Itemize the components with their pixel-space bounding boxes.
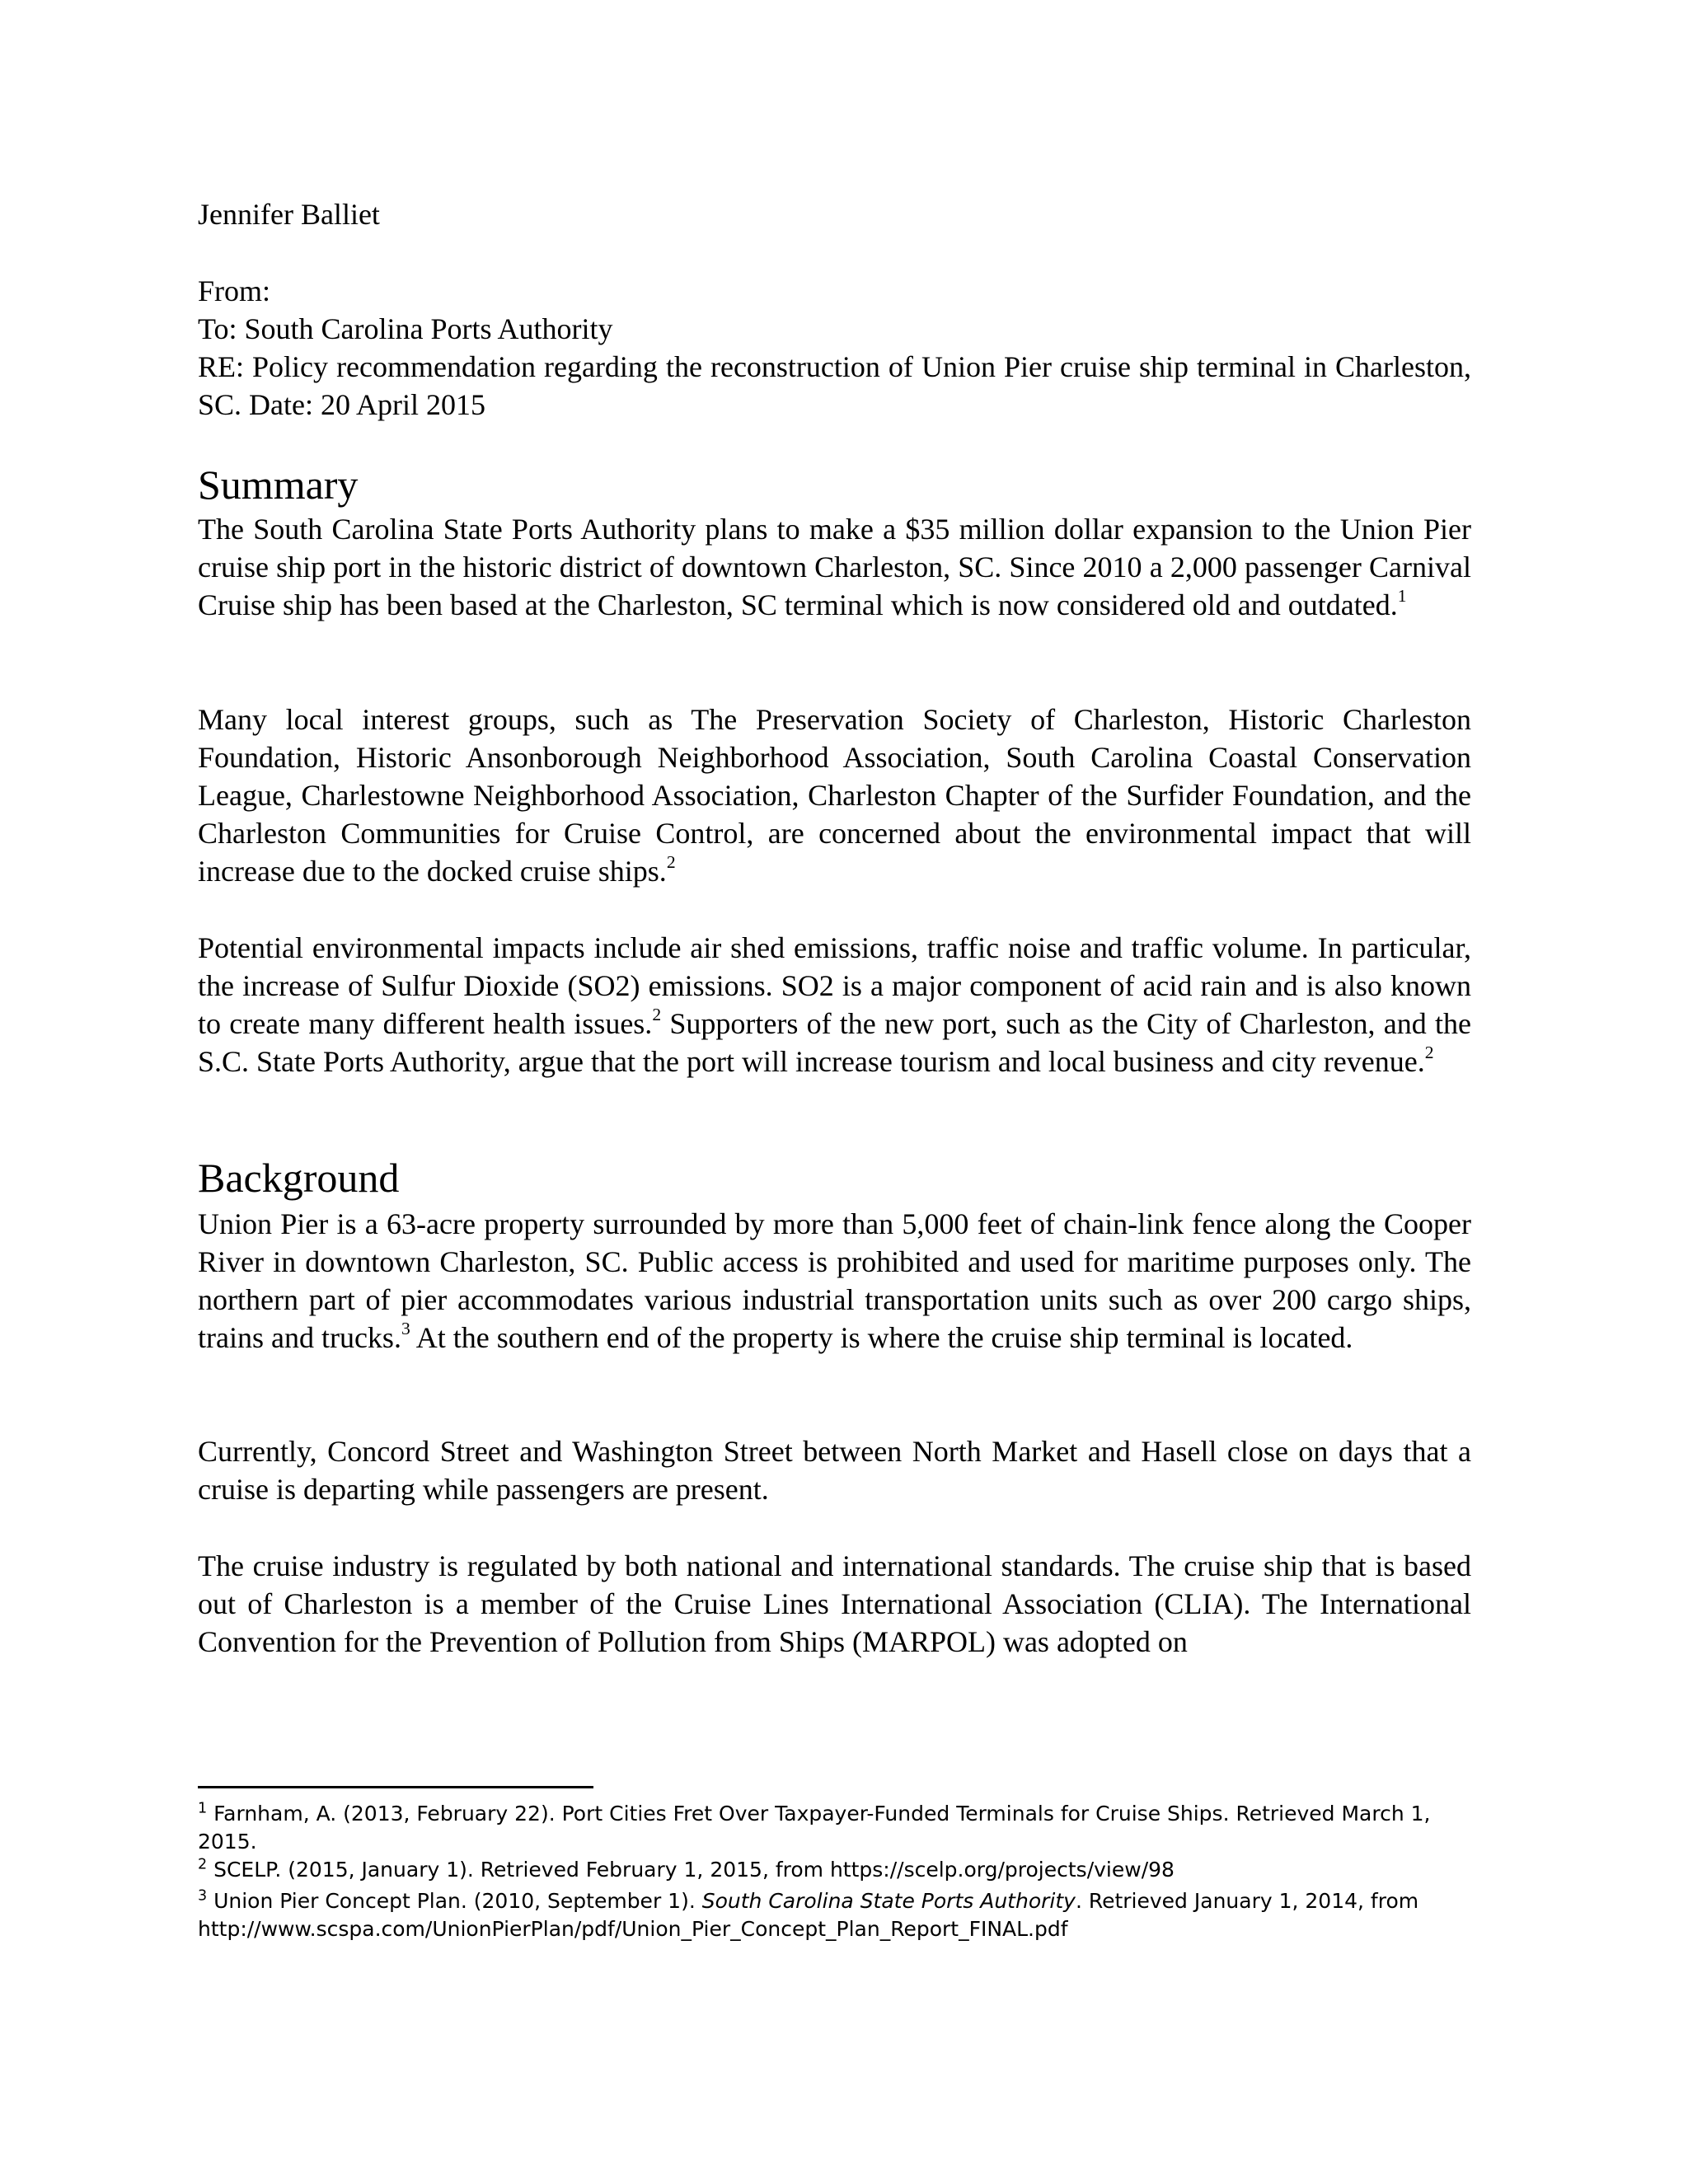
footnote-ref: 2 xyxy=(652,1004,662,1024)
background-heading: Background xyxy=(198,1155,400,1201)
footnote-2-text: SCELP. (2015, January 1). Retrieved February 1, 2015, from https://scelp.org/projects/view/98 xyxy=(213,1858,1175,1882)
background-p1-text-b: At the southern end of the property is where the cruise ship terminal is located. xyxy=(410,1321,1353,1354)
footnote-3-italic-source: South Carolina State Ports Authority xyxy=(701,1889,1076,1913)
summary-p3-text-a: Potential environmental impacts include air shed emissions, traffic noise and traffic volume. In particular, the increase of Sulfur Dioxide (SO2) emissions. SO2 is a major component of acid rain and is also known to create many different health issues. xyxy=(198,931,1471,1040)
summary-paragraph-1 xyxy=(198,510,1471,624)
footnote-ref: 2 xyxy=(666,851,676,872)
footnote-1-text: Farnham, A. (2013, February 22). Port Cities Fret Over Taxpayer-Funded Terminals for Cruise Ships. Retrieved March 1, 2015. xyxy=(198,1802,1431,1854)
footnote-3-text-a: Union Pier Concept Plan. (2010, September 1). xyxy=(213,1889,702,1913)
footnote-ref: 2 xyxy=(1424,1042,1434,1062)
footnote-number: 3 xyxy=(198,1887,208,1905)
summary-heading: Summary xyxy=(198,462,359,508)
summary-p1-text: The South Carolina State Ports Authority plans to make a $35 million dollar expansion to the Union Pier cruise ship port in the historic district of downtown Charleston, SC. Since 2010 a 2,000 passenger Carnival Cruise ship has been based at the Charleston, SC terminal which is now considered old and outdated. xyxy=(198,513,1471,621)
background-paragraph-3: The cruise industry is regulated by both national and international standards. The cruise ship that is based out of Charleston is a member of the Cruise Lines International Association (CLIA). The International Convention for the Prevention of Pollution from Ships (MARPOL) was adopted on xyxy=(198,1549,1471,1658)
to-line: To: South Carolina Ports Authority xyxy=(198,312,613,345)
background-paragraph-1 xyxy=(198,1205,1471,1357)
footnote-3-text-b: . Retrieved January 1, 2014, from http://www.scspa.com/UnionPierPlan/pdf/Union_Pier_Concept_Plan_Report_FINAL.pdf xyxy=(198,1889,1419,1941)
footnote-ref: 1 xyxy=(1397,585,1407,606)
footnote-1 xyxy=(198,1800,1492,1856)
footnote-number: 1 xyxy=(198,1800,208,1817)
background-p1-text-a: Union Pier is a 63-acre property surrounded by more than 5,000 feet of chain-link fence along the Cooper River in downtown Charleston, SC. Public access is prohibited and used for maritime purposes only. The northern part of pier accommodates various industrial transportation units such as over 200 cargo ships, trains and trucks. xyxy=(198,1207,1471,1354)
footnote-number: 2 xyxy=(198,1856,208,1873)
background-paragraph-2: Currently, Concord Street and Washington Street between North Market and Hasell close on days that a cruise is departing while passengers are present. xyxy=(198,1435,1471,1506)
summary-p2-text: Many local interest groups, such as The Preservation Society of Charleston, Historic Charleston Foundation, Historic Ansonborough Neighborhood Association, South Carolina Coastal Conservation League, Charlestowne Neighborhood Association, Charleston Chapter of the Surfider Foundation, and the Charleston Communities for Cruise Control, are concerned about the environmental impact that will increase due to the docked cruise ships. xyxy=(198,703,1471,888)
re-line: RE: Policy recommendation regarding the reconstruction of Union Pier cruise ship terminal in Charleston, SC. Date: 20 April 2015 xyxy=(198,350,1471,421)
summary-paragraph-2 xyxy=(198,701,1471,890)
footnote-3 xyxy=(198,1887,1492,1943)
footnote-ref: 3 xyxy=(401,1318,410,1338)
footnote-divider xyxy=(198,1786,593,1788)
author-name: Jennifer Balliet xyxy=(198,198,380,231)
footnote-2 xyxy=(198,1856,1492,1884)
summary-p3-text-b: Supporters of the new port, such as the City of Charleston, and the S.C. State Ports Authority, argue that the port will increase tourism and local business and city revenue. xyxy=(198,1007,1471,1078)
from-line: From: xyxy=(198,274,271,307)
summary-paragraph-3 xyxy=(198,929,1471,1080)
